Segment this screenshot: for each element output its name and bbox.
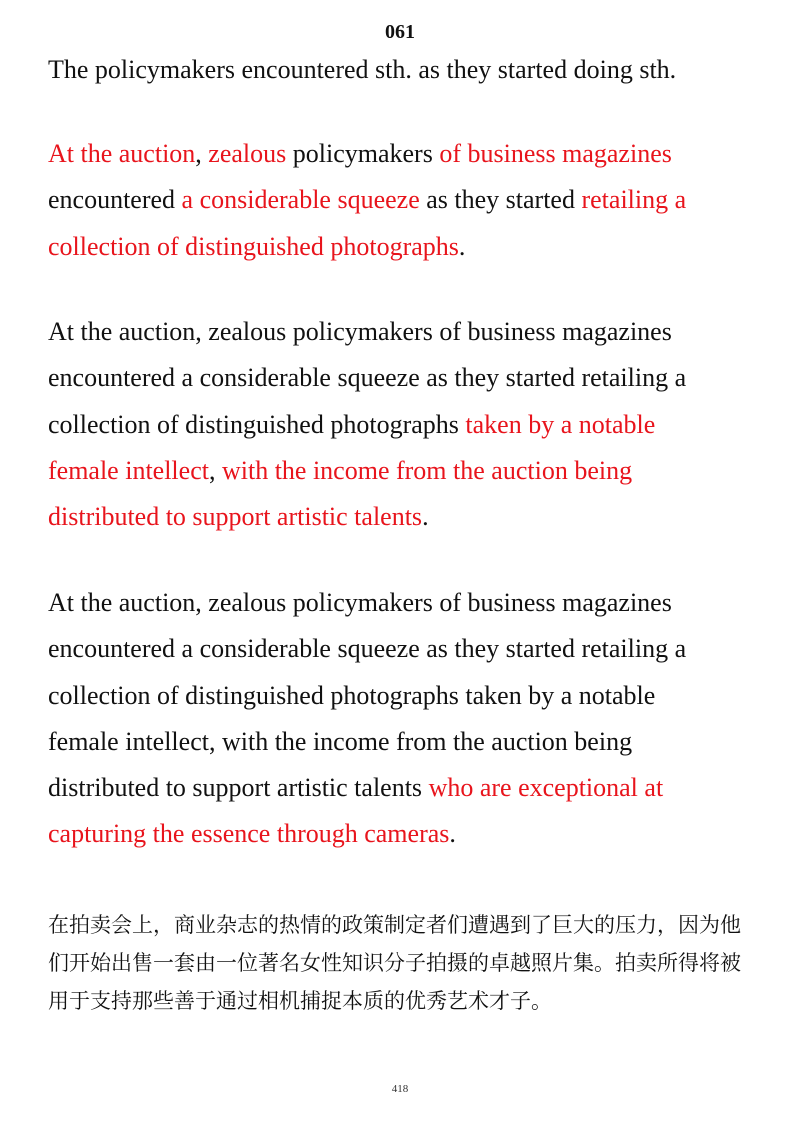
highlighted-phrase: a considerable squeeze (181, 185, 420, 215)
expanded-sentence-1 (48, 131, 728, 270)
sentence-number: 061 (385, 21, 415, 43)
plain-text: . (422, 502, 429, 532)
chinese-translation: 在拍卖会上，商业杂志的热情的政策制定者们遭遇到了巨大的压力，因为他们开始出售一套由一位著名女性知识分子拍摄的卓越照片集。拍卖所得将被用于支持那些善于通过相机捕捉本质的优秀艺术才子。 (48, 913, 741, 1013)
page-footer-number: 418 (391, 1083, 409, 1095)
plain-text: . (458, 231, 466, 261)
highlighted-phrase: taken by a notable female intellect (48, 409, 656, 485)
highlighted-phrase: of business magazines (439, 139, 672, 168)
plain-text: as they started (419, 185, 582, 215)
sentence-pattern: The policymakers encountered sth. as they started doing sth. (48, 55, 677, 84)
highlighted-phrase: zealous (208, 139, 287, 168)
plain-text: , (195, 139, 209, 168)
plain-text: policymakers (286, 139, 440, 168)
highlighted-phrase: At the auction (48, 139, 196, 168)
plain-text: At the auction, zealous policymakers of business magazines encountered a considerable squeeze as they started retailing a collection of distinguished photographs (48, 317, 687, 439)
highlighted-phrase: who are exceptional at capturing the essence through cameras (48, 773, 664, 849)
expanded-sentence-2 (48, 309, 728, 540)
plain-text: . (449, 819, 456, 849)
plain-text: At the auction, zealous policymakers of business magazines encountered a considerable squeeze as they started retailing a collection of distinguished photographs taken by a notable female intellect, with the income from the auction being distributed to support artistic talents (48, 588, 687, 803)
plain-text: , (208, 455, 222, 485)
highlighted-phrase: with the income from the auction being distributed to support artistic talents (48, 455, 633, 532)
plain-text: encountered (48, 185, 182, 215)
expanded-sentence-3 (48, 580, 728, 858)
highlighted-phrase: retailing a collection of distinguished photographs (48, 185, 687, 261)
